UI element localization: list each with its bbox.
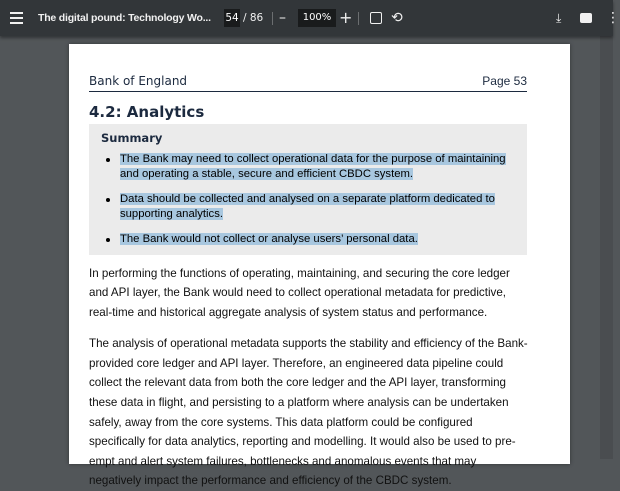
- zoom-in-button[interactable]: +: [339, 8, 353, 27]
- more-vert-icon[interactable]: ⋮: [606, 10, 620, 26]
- selected-text[interactable]: The Bank may need to collect operational data for the purpose of maintaining and operating a stable, secure and efficient CBDC system.: [120, 153, 506, 180]
- hamburger-icon[interactable]: [10, 0, 24, 36]
- page-header: [89, 73, 527, 92]
- document-title: The digital pound: Technology Wo...: [38, 12, 211, 24]
- fit-page-icon[interactable]: [370, 12, 382, 24]
- body-paragraph: In performing the functions of operating, maintaining, and securing the core ledger and API layer, the Bank would need to collect operational metadata for predictive, real-time and historical aggregate analysis of system status and performance.: [89, 266, 510, 319]
- zoom-out-button[interactable]: –: [279, 10, 286, 26]
- download-icon[interactable]: ⤓: [556, 11, 562, 25]
- zoom-level-input[interactable]: 100%: [298, 9, 336, 27]
- selected-text[interactable]: Data should be collected and analysed on a separate platform dedicated to supporting analytics.: [120, 193, 495, 220]
- summary-box: [89, 124, 527, 255]
- pdf-page: [69, 44, 570, 488]
- divider: [358, 12, 359, 25]
- total-pages: / 86: [243, 12, 264, 24]
- pdf-toolbar: [0, 0, 620, 36]
- divider: [272, 12, 273, 25]
- scrollbar[interactable]: [600, 36, 613, 459]
- print-icon[interactable]: [580, 13, 592, 23]
- rotate-icon[interactable]: ⟲: [391, 10, 403, 26]
- summary-item: [103, 232, 515, 247]
- summary-title: Summary: [101, 131, 163, 145]
- header-org: Bank of England: [89, 74, 188, 88]
- section-heading: 4.2: Analytics: [89, 103, 205, 121]
- header-page-number: Page 53: [482, 74, 527, 88]
- selected-text[interactable]: The Bank would not collect or analyse users’ personal data.: [120, 233, 418, 245]
- page-number-input[interactable]: 54: [224, 9, 240, 27]
- summary-item: [103, 152, 515, 181]
- body-paragraph: The analysis of operational metadata supports the stability and efficiency of the Bank-provided core ledger and API layer. Therefore, an engineered data pipeline could collect the relevant data from both the core ledger and the API layer, transforming these data in flight, and persisting to a platform where analysis can be undertaken safely, away from the core systems. This data platform could be configured specifically for data analytics, reporting and modelling. It would also be used to pre-empt and alert system failures, bottlenecks and anomalous events that may negatively impact the performance and efficiency of the CBDC system.: [89, 337, 528, 488]
- summary-item: [103, 192, 515, 221]
